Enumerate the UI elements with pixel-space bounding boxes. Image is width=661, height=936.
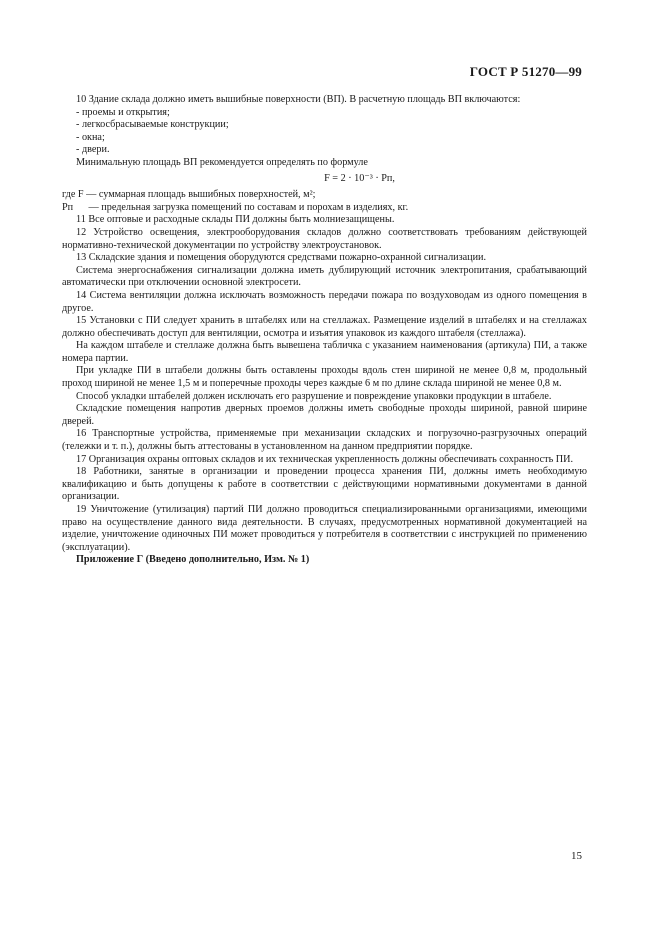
list-item: - двери.: [76, 144, 110, 156]
formula-where-p: [62, 202, 587, 215]
list-item: - легкосбрасываемые конструкции;: [76, 119, 229, 131]
paragraph-12: 12 Устройство освещения, электрооборудования складов должно соответствовать требованиям действующей нормативно-технической документации по устройству электроустановок.: [62, 226, 587, 251]
paragraph-15-stacking: Способ укладки штабелей должен исключать его разрушение и повреждение упаковки продукции в штабеле.: [76, 390, 552, 402]
paragraph-19: 19 Уничтожение (утилизация) партий ПИ должно проводиться специализированными организациями, имеющими право на осуществление данного вида деятельности. В случаях, предусмотренных нормативной документацией на изделие, уничтожение одиночных ПИ может проводиться у потребителя в соответствии с инструкцией по применению (эксплуатации).: [62, 504, 587, 553]
appendix-note: Приложение Г (Введено дополнительно, Изм. № 1): [76, 554, 310, 566]
paragraph-10: 10 Здание склада должно иметь вышибные поверхности (ВП). В расчетную площадь ВП включаются:: [76, 94, 521, 105]
paragraph-13: 13 Складские здания и помещения оборудуются средствами пожарно-охранной сигнализации.: [76, 252, 487, 264]
paragraph-18: 18 Работники, занятые в организации и проведении процесса хранения ПИ, должны иметь необходимую квалификацию и быть допущены к работе в соответствии с действующими нормативными документами в данной организации.: [62, 466, 587, 503]
list-item: - проемы и открытия;: [76, 106, 170, 118]
formula-intro: Минимальную площадь ВП рекомендуется определять по формуле: [76, 156, 368, 168]
paragraph-11: 11 Все оптовые и расходные склады ПИ должны быть молниезащищены.: [76, 214, 395, 226]
paragraph-14: 14 Система вентиляции должна исключать возможность передачи пожара по воздуховодам из одного помещения в другое.: [62, 289, 587, 314]
paragraph-15-passages: При укладке ПИ в штабели должны быть оставлены проходы вдоль стен шириной не менее 0,8 м, продольный проход шириной не менее 1,5 м и поперечные проходы через каждые 6 м по длине склада шириной не менее 0,8 м.: [62, 365, 587, 390]
paragraph-15-doors: Складские помещения напротив дверных проемов должны иметь свободные проходы шириной, равной ширине дверей.: [62, 403, 587, 427]
paragraph-15: 15 Установки с ПИ следует хранить в штабелях или на стеллажах. Размещение изделий в штабелях и на стеллажах должно обеспечивать доступ для вентиляции, осмотра и изъятия упаковок из каждого штабеля (стеллажа).: [62, 315, 587, 339]
page-number: 15: [571, 850, 582, 862]
formula: F = 2 · 10⁻³ · Pп,: [324, 172, 395, 184]
formula-where-f: где F — суммарная площадь вышибных поверхностей, м²;: [62, 189, 316, 201]
paragraph-17: 17 Организация охраны оптовых складов и их техническая укрепленность должны обеспечивать сохранность ПИ.: [76, 453, 574, 465]
document-code: ГОСТ Р 51270—99: [469, 64, 582, 79]
paragraph-13-continued: Система энергоснабжения сигнализации должна иметь дублирующий источник электропитания, срабатывающий автоматически при отключении основной электросети.: [62, 264, 587, 289]
document-body: [62, 94, 587, 567]
list-item: - окна;: [76, 131, 105, 143]
paragraph-15-label: На каждом штабеле и стеллаже должна быть вывешена табличка с указанием наименования (артикула) ПИ, а также номера партии.: [62, 340, 587, 364]
formula-symbol-p: Pп: [62, 201, 74, 213]
formula-where-p-text: — предельная загрузка помещений по составам и порохам в изделиях, кг.: [86, 201, 409, 213]
paragraph-16: 16 Транспортные устройства, применяемые при механизации складских и погрузочно-разгрузочных операций (тележки и т. п.), должны быть аттестованы в установленном на данном предприятии порядке.: [62, 428, 587, 453]
